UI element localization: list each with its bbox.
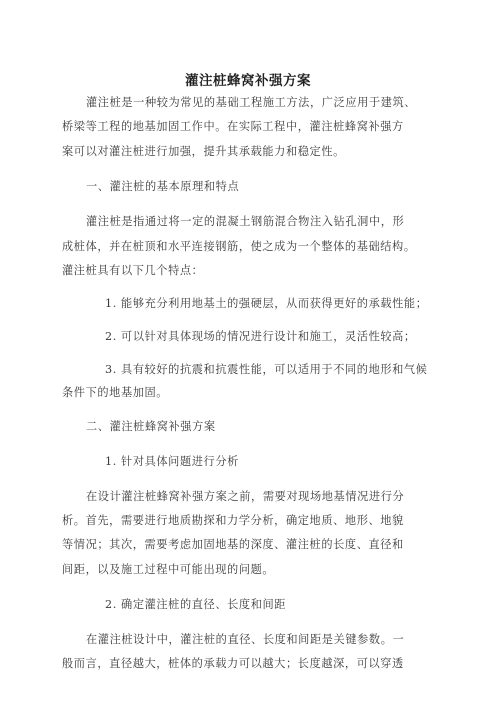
paragraph-line: 般而言，直径越大，桩体的承载力可以越大；长度越深，可以穿透: [62, 657, 404, 670]
paragraph-line: 在灌注桩设计中，灌注桩的直径、长度和间距是关键参数。一: [86, 633, 405, 646]
section-heading: 二、灌注桩蜂窝补强方案: [86, 420, 216, 433]
paragraph-line: 成桩体，并在桩顶和水平连接钢筋，使之成为一个整体的基础结构。: [62, 240, 416, 253]
list-item: 2. 可以针对具体现场的情况进行设计和施工，灵活性较高；: [105, 330, 416, 343]
paragraph-line: 桥梁等工程的地基加固工作中。在实际工程中，灌注桩蜂窝补强方: [62, 120, 404, 133]
section-heading: 一、灌注桩的基本原理和特点: [86, 180, 240, 193]
paragraph-line: 灌注桩是指通过将一定的混凝土钢筋混合物注入钻孔洞中，形: [86, 215, 405, 228]
list-item: 3. 具有较好的抗震和抗震性能，可以适用于不同的地形和气候: [105, 363, 428, 376]
paragraph-line: 等情况；其次，需要考虑加固地基的深度、灌注桩的长度、直径和: [62, 538, 404, 551]
paragraph-line: 间距，以及施工过程中可能出现的问题。: [62, 563, 275, 576]
subsection-heading: 1. 针对具体问题进行分析: [105, 455, 239, 468]
paragraph-line: 灌注桩具有以下几个特点：: [62, 264, 204, 277]
paragraph-line: 条件下的地基加固。: [62, 386, 169, 399]
subsection-heading: 2. 确定灌注桩的直径、长度和间距: [105, 598, 287, 611]
document-title: 灌注桩蜂窝补强方案: [185, 73, 311, 89]
paragraph-line: 案可以对灌注桩进行加强，提升其承载能力和稳定性。: [62, 145, 345, 158]
paragraph-line: 在设计灌注桩蜂窝补强方案之前，需要对现场地基情况进行分: [86, 490, 405, 503]
paragraph-line: 析。首先，需要进行地质勘探和力学分析，确定地质、地形、地貌: [62, 514, 404, 527]
list-item: 1. 能够充分利用地基土的强硬层，从而获得更好的承载性能；: [105, 297, 428, 310]
paragraph-line: 灌注桩是一种较为常见的基础工程施工方法，广泛应用于建筑、: [86, 96, 417, 109]
